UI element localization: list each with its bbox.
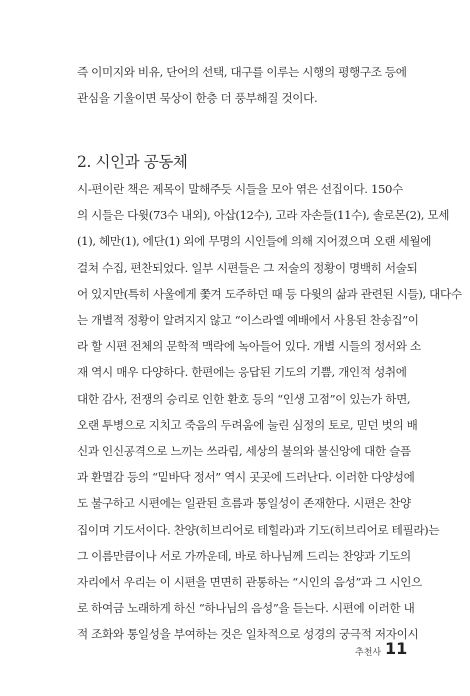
text-line: 재 역시 매우 다양하다. 한편에는 응답된 기도의 기쁨, 개인적 성취에 — [77, 365, 407, 380]
text-line: 즉 이미지와 비유, 단어의 선택, 대구를 이루는 시행의 평행구조 등에 — [77, 65, 407, 79]
text-line: 시-편이란 책은 제목이 말해주듯 시들을 모아 엮은 선집이다. 150수 — [77, 182, 403, 196]
text-line: 대한 감사, 전쟁의 승리로 인한 환호 등의 “인생 고점”이 있는가 하면, — [77, 391, 411, 406]
text-line: (1), 헤만(1), 에단(1) 외에 무명의 시인들에 의해 지어졌으며 오랜 세월에 — [77, 234, 432, 249]
text-line: 신과 인신공격으로 느끼는 쓰라림, 세상의 불의와 불신앙에 대한 슬픔 — [77, 444, 411, 459]
running-footer-label: 추천사 — [355, 648, 382, 658]
page-footer — [355, 639, 408, 661]
text-line: 로 하여금 노래하게 하신 “하나님의 음성”을 듣는다. 시편에 이러한 내 — [77, 601, 415, 616]
intro-paragraph — [77, 59, 407, 111]
text-line: 걸쳐 수집, 편찬되었다. 일부 시편들은 그 저술의 정황이 명백히 서술되 — [77, 260, 418, 275]
body-paragraph — [77, 176, 462, 648]
text-line: 도 불구하고 시편에는 일관된 흐름과 통일성이 존재한다. 시편은 찬양 — [77, 496, 411, 511]
page-number: 11 — [385, 639, 408, 658]
text-line: 집이며 기도서이다. 찬양(히브리어로 테힐라)과 기도(히브리어로 테필라)는 — [77, 522, 440, 537]
text-line: 라 할 시편 전체의 문학적 맥락에 녹아들어 있다. 개별 시들의 정서와 소 — [77, 339, 421, 354]
text-line: 과 환멸감 등의 “밑바닥 정서” 역시 곳곳에 드러난다. 이러한 다양성에 — [77, 470, 415, 485]
text-line: 그 이름만큼이나 서로 가까운데, 바로 하나님께 드리는 찬양과 기도의 — [77, 548, 411, 563]
section-heading: 2. 시인과 공동체 — [77, 153, 188, 171]
text-line: 적 조화와 통일성을 부여하는 것은 일차적으로 성경의 궁극적 저자이시 — [77, 627, 419, 642]
text-line: 관심을 기울이면 묵상이 한층 더 풍부해질 것이다. — [77, 91, 318, 106]
text-line: 는 개별적 정황이 알려지지 않고 “이스라엘 예배에서 사용된 찬송집”이 — [77, 313, 419, 328]
text-line: 의 시들은 다윗(73수 내외), 아삽(12수), 고라 자손들(11수), 솔로몬(2), 모세 — [77, 208, 450, 223]
text-line: 어 있지만(특히 사울에게 쫓겨 도주하던 때 등 다윗의 삶과 관련된 시들), 대다수 — [77, 286, 462, 301]
text-line: 오랜 투병으로 지치고 죽음의 두려움에 눌린 심정의 토로, 믿던 벗의 배 — [77, 417, 418, 432]
text-line: 자리에서 우리는 이 시편을 면면히 관통하는 “시인의 음성”과 그 시인으 — [77, 575, 422, 590]
